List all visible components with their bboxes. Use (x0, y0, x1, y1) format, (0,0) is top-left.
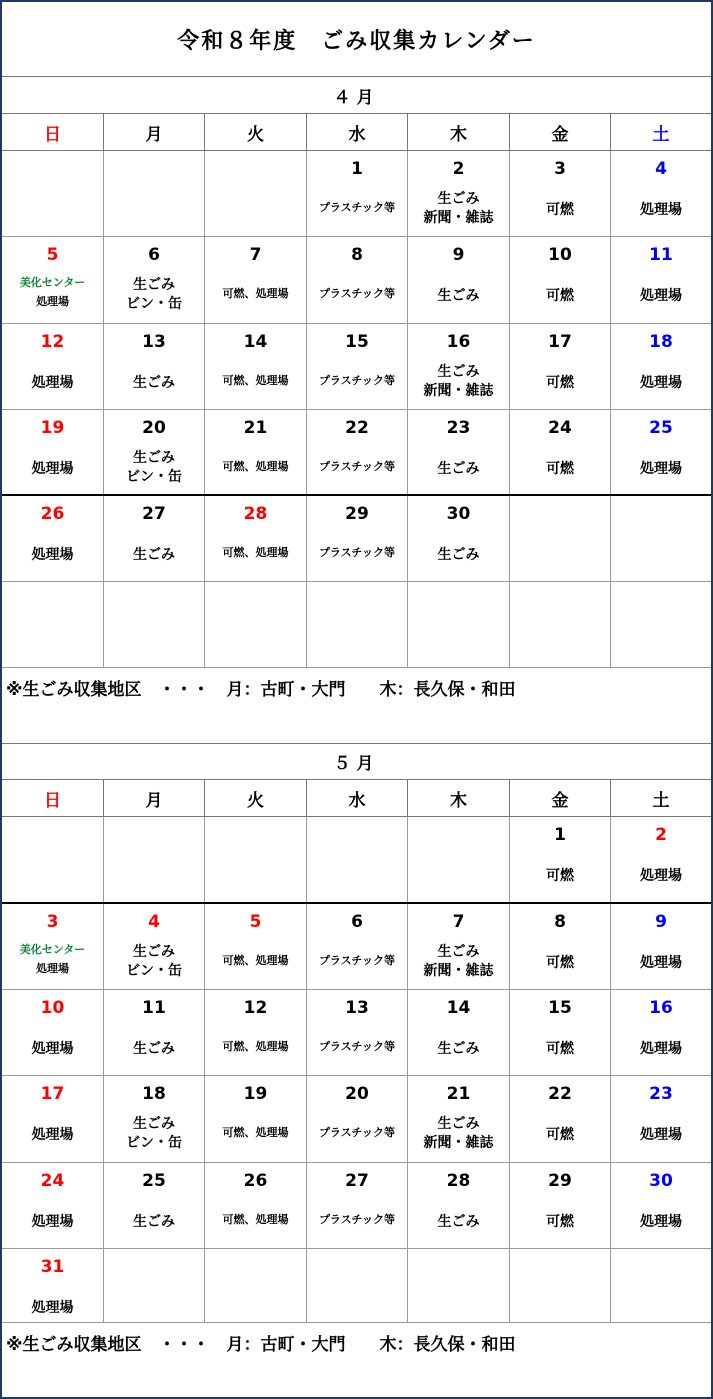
day-cell (2, 990, 104, 1075)
collection-type: 生ごみ (133, 1041, 175, 1057)
collection-type: 処理場 (640, 1214, 682, 1230)
weekday-tue: 火 (205, 780, 307, 816)
day-number: 7 (452, 912, 465, 932)
day-cell (307, 151, 408, 236)
day-number: 27 (142, 504, 166, 524)
day-cell (205, 990, 307, 1075)
week-row (2, 1249, 711, 1323)
day-cell (2, 151, 104, 236)
day-cell (408, 582, 510, 667)
day-number: 17 (40, 1084, 65, 1104)
collection-type-secondary: ビン・缶 (126, 296, 182, 312)
day-number: 27 (345, 1171, 369, 1191)
day-cell (307, 237, 408, 323)
day-cell (205, 324, 307, 409)
collection-type: プラスチック等 (318, 1040, 396, 1053)
day-cell (510, 582, 611, 667)
collection-type: 可燃 (546, 375, 574, 391)
weekday-fri: 金 (510, 780, 611, 816)
day-cell (2, 410, 104, 494)
day-cell (408, 410, 510, 494)
collection-type: 処理場 (640, 868, 682, 884)
collection-area-note: ※生ごみ収集地区 ・・・ 月：古町・大門 木：長久保・和田 (6, 679, 516, 700)
collection-type: 可燃 (546, 868, 574, 884)
day-cell (510, 1163, 611, 1248)
day-number: 4 (655, 159, 667, 179)
month-label: ５月 (2, 743, 711, 780)
day-number: 26 (243, 1171, 268, 1191)
day-number: 8 (351, 245, 363, 265)
collection-type-secondary: 処理場 (36, 295, 69, 308)
week-row (2, 324, 711, 410)
day-cell (611, 990, 711, 1075)
day-cell (611, 1249, 711, 1322)
collection-type: 生ごみ (437, 547, 480, 563)
collection-type: 生ごみ (437, 1214, 480, 1230)
day-cell (307, 904, 408, 989)
day-cell (205, 496, 307, 581)
day-cell (611, 237, 711, 323)
day-cell (408, 237, 510, 323)
day-number: 9 (452, 245, 465, 265)
day-cell (205, 410, 307, 494)
day-number: 24 (548, 418, 572, 438)
week-row (2, 990, 711, 1076)
collection-type: 処理場 (31, 375, 74, 391)
day-cell (104, 1163, 205, 1248)
collection-type: 生ごみ (437, 364, 480, 380)
day-cell (611, 582, 711, 667)
day-number: 19 (40, 418, 65, 438)
day-cell (408, 496, 510, 581)
collection-type: 処理場 (31, 547, 74, 563)
collection-type: プラスチック等 (318, 460, 396, 473)
day-cell (307, 324, 408, 409)
collection-type: 美化センター (19, 276, 86, 289)
day-cell (611, 151, 711, 236)
weekday-tue: 火 (205, 114, 307, 150)
day-number: 5 (46, 245, 59, 265)
day-cell (2, 582, 104, 667)
day-number: 18 (142, 1084, 166, 1104)
day-cell (205, 1163, 307, 1248)
may-calendar (2, 743, 711, 1361)
day-cell (307, 582, 408, 667)
day-number: 22 (548, 1084, 572, 1104)
day-cell (104, 1076, 205, 1162)
day-cell (104, 904, 205, 989)
week-row (2, 582, 711, 668)
week-row (2, 904, 711, 990)
collection-area-note: ※生ごみ収集地区 ・・・ 月：古町・大門 木：長久保・和田 (6, 1334, 516, 1355)
collection-type: 生ごみ (437, 191, 480, 207)
day-number: 1 (351, 159, 363, 179)
day-cell (510, 496, 611, 581)
day-number: 9 (655, 912, 667, 932)
weekday-sat: 土 (652, 124, 670, 145)
day-number: 30 (446, 504, 471, 524)
month-label: ４月 (2, 77, 711, 114)
collection-type: 生ごみ (437, 1041, 480, 1057)
collection-type: 可燃、処理場 (222, 1040, 289, 1053)
day-number: 30 (649, 1171, 673, 1191)
collection-type: 生ごみ (437, 288, 480, 304)
collection-type: 処理場 (640, 288, 682, 304)
day-cell (611, 496, 711, 581)
day-cell (510, 817, 611, 902)
day-cell (104, 237, 205, 323)
collection-type: 可燃 (546, 288, 574, 304)
collection-type-secondary: 新聞・雑誌 (423, 1135, 494, 1151)
day-number: 28 (243, 504, 268, 524)
collection-type: 生ごみ (133, 375, 175, 391)
day-number: 22 (345, 418, 369, 438)
collection-type-secondary: ビン・缶 (126, 1135, 182, 1151)
collection-type: プラスチック等 (318, 546, 396, 559)
day-number: 11 (142, 998, 166, 1018)
day-cell (2, 817, 104, 902)
day-cell (205, 237, 307, 323)
day-number: 3 (554, 159, 566, 179)
day-cell (104, 1249, 205, 1322)
spacer (2, 706, 711, 743)
day-cell (408, 817, 510, 902)
weekday-thu: 木 (408, 780, 510, 816)
collection-type: 処理場 (640, 955, 682, 971)
day-cell (2, 324, 104, 409)
day-cell (307, 1163, 408, 1248)
day-cell (307, 496, 408, 581)
weekday-thu: 木 (408, 114, 510, 150)
day-number: 5 (249, 912, 262, 932)
collection-type: 可燃 (546, 202, 574, 218)
day-cell (205, 817, 307, 902)
day-number: 15 (548, 998, 572, 1018)
day-cell (205, 582, 307, 667)
day-number: 29 (548, 1171, 572, 1191)
day-cell (510, 324, 611, 409)
day-cell (510, 1249, 611, 1322)
collection-type: プラスチック等 (318, 374, 396, 387)
day-cell (510, 1076, 611, 1162)
week-row (2, 151, 711, 237)
collection-type-secondary: ビン・缶 (126, 963, 182, 979)
collection-type: 処理場 (640, 375, 682, 391)
day-cell (611, 410, 711, 494)
day-number: 7 (249, 245, 262, 265)
collection-type: 可燃、処理場 (222, 374, 289, 387)
collection-type: 生ごみ (133, 547, 175, 563)
weekday-wed: 水 (307, 780, 408, 816)
week-row (2, 1076, 711, 1163)
collection-type: 可燃 (546, 1041, 574, 1057)
day-cell (611, 904, 711, 989)
collection-type: 処理場 (31, 1300, 74, 1316)
collection-type: 処理場 (31, 1041, 74, 1057)
day-number: 18 (649, 332, 673, 352)
day-number: 17 (548, 332, 572, 352)
day-number: 2 (452, 159, 465, 179)
day-cell (408, 904, 510, 989)
page-title: 令和８年度 ごみ収集カレンダー (2, 2, 711, 77)
day-number: 31 (40, 1257, 65, 1277)
day-cell (104, 582, 205, 667)
day-cell (611, 324, 711, 409)
day-number: 28 (446, 1171, 471, 1191)
collection-type: 美化センター (19, 943, 86, 956)
day-number: 23 (446, 418, 471, 438)
day-number: 2 (655, 825, 667, 845)
week-row (2, 410, 711, 496)
collection-type-secondary: 新聞・雑誌 (423, 963, 494, 979)
collection-type: 可燃、処理場 (222, 1213, 289, 1226)
day-number: 26 (40, 504, 65, 524)
day-number: 19 (243, 1084, 268, 1104)
collection-type: 生ごみ (133, 277, 175, 293)
day-number: 14 (243, 332, 268, 352)
collection-type: 処理場 (640, 202, 682, 218)
collection-type: 生ごみ (437, 1116, 480, 1132)
april-calendar (2, 77, 711, 743)
collection-type: 生ごみ (133, 1214, 175, 1230)
day-number: 23 (649, 1084, 673, 1104)
may-weeks (2, 817, 711, 1323)
day-cell (611, 817, 711, 902)
day-cell (104, 410, 205, 494)
day-number: 6 (148, 245, 160, 265)
day-cell (307, 1249, 408, 1322)
april-weeks (2, 151, 711, 668)
day-cell (408, 151, 510, 236)
day-number: 10 (548, 245, 572, 265)
day-number: 21 (243, 418, 268, 438)
day-cell (307, 410, 408, 494)
day-number: 20 (142, 418, 166, 438)
day-number: 3 (46, 912, 59, 932)
day-number: 1 (554, 825, 566, 845)
day-number: 25 (649, 418, 673, 438)
day-cell (2, 904, 104, 989)
day-number: 10 (40, 998, 65, 1018)
day-number: 15 (345, 332, 369, 352)
day-cell (2, 237, 104, 323)
day-cell (104, 817, 205, 902)
collection-type: プラスチック等 (318, 1213, 396, 1226)
day-cell (510, 151, 611, 236)
collection-type: プラスチック等 (318, 954, 396, 967)
collection-type: 生ごみ (437, 944, 480, 960)
day-cell (104, 496, 205, 581)
day-cell (611, 1076, 711, 1162)
collection-type: 可燃 (546, 1214, 574, 1230)
week-row (2, 237, 711, 324)
collection-type: 可燃、処理場 (222, 954, 289, 967)
day-cell (205, 904, 307, 989)
day-cell (205, 151, 307, 236)
day-number: 24 (40, 1171, 65, 1191)
collection-type-secondary: 新聞・雑誌 (423, 210, 494, 226)
day-cell (307, 990, 408, 1075)
collection-type: 生ごみ (133, 944, 175, 960)
collection-type: 可燃 (546, 1127, 574, 1143)
day-cell (611, 1163, 711, 1248)
day-cell (104, 324, 205, 409)
day-number: 25 (142, 1171, 166, 1191)
day-cell (510, 904, 611, 989)
day-number: 12 (40, 332, 65, 352)
day-number: 21 (446, 1084, 471, 1104)
day-cell (205, 1249, 307, 1322)
day-number: 6 (351, 912, 363, 932)
weekday-mon: 月 (104, 780, 205, 816)
collection-type: 生ごみ (437, 461, 480, 477)
collection-type: プラスチック等 (318, 1126, 396, 1139)
collection-type-secondary: ビン・缶 (126, 469, 182, 485)
day-cell (510, 410, 611, 494)
week-row (2, 817, 711, 904)
collection-type: 処理場 (31, 1214, 74, 1230)
day-cell (408, 990, 510, 1075)
day-number: 12 (243, 998, 268, 1018)
day-cell (104, 151, 205, 236)
collection-type: 可燃 (546, 955, 574, 971)
day-number: 16 (649, 998, 673, 1018)
day-number: 13 (142, 332, 166, 352)
weekday-sun: 日 (2, 114, 104, 150)
day-cell (2, 1076, 104, 1162)
day-number: 14 (446, 998, 471, 1018)
collection-type: 可燃、処理場 (222, 546, 289, 559)
collection-type: 処理場 (640, 1041, 682, 1057)
day-cell (2, 496, 104, 581)
day-cell (408, 324, 510, 409)
collection-type: 可燃、処理場 (222, 460, 289, 473)
weekday-fri: 金 (510, 114, 611, 150)
collection-type: プラスチック等 (318, 201, 396, 214)
weekday-wed: 水 (307, 114, 408, 150)
weekday-mon: 月 (104, 114, 205, 150)
day-number: 4 (148, 912, 160, 932)
collection-type: プラスチック等 (318, 287, 396, 300)
day-cell (408, 1163, 510, 1248)
day-cell (104, 990, 205, 1075)
collection-type: 可燃 (546, 461, 574, 477)
week-row (2, 1163, 711, 1249)
collection-type: 可燃、処理場 (222, 1126, 289, 1139)
day-cell (2, 1249, 104, 1322)
weekday-sun: 日 (2, 780, 104, 816)
day-number: 8 (554, 912, 566, 932)
day-cell (510, 990, 611, 1075)
collection-type: 生ごみ (133, 450, 175, 466)
day-cell (2, 1163, 104, 1248)
weekday-header (2, 114, 711, 151)
day-cell (307, 817, 408, 902)
collection-type: 生ごみ (133, 1116, 175, 1132)
weekday-header (2, 780, 711, 817)
day-number: 13 (345, 998, 369, 1018)
day-cell (205, 1076, 307, 1162)
day-number: 16 (446, 332, 471, 352)
collection-type: 処理場 (640, 461, 682, 477)
collection-type: 処理場 (31, 461, 74, 477)
day-cell (510, 237, 611, 323)
day-number: 11 (649, 245, 673, 265)
day-cell (307, 1076, 408, 1162)
day-number: 20 (345, 1084, 369, 1104)
collection-type-secondary: 処理場 (36, 962, 69, 975)
weekday-sat: 土 (652, 790, 670, 811)
collection-type-secondary: 新聞・雑誌 (423, 383, 494, 399)
collection-type: 可燃、処理場 (222, 287, 289, 300)
day-cell (408, 1076, 510, 1162)
day-number: 29 (345, 504, 369, 524)
day-cell (408, 1249, 510, 1322)
week-row (2, 496, 711, 582)
collection-type: 処理場 (640, 1127, 682, 1143)
collection-type: 処理場 (31, 1127, 74, 1143)
